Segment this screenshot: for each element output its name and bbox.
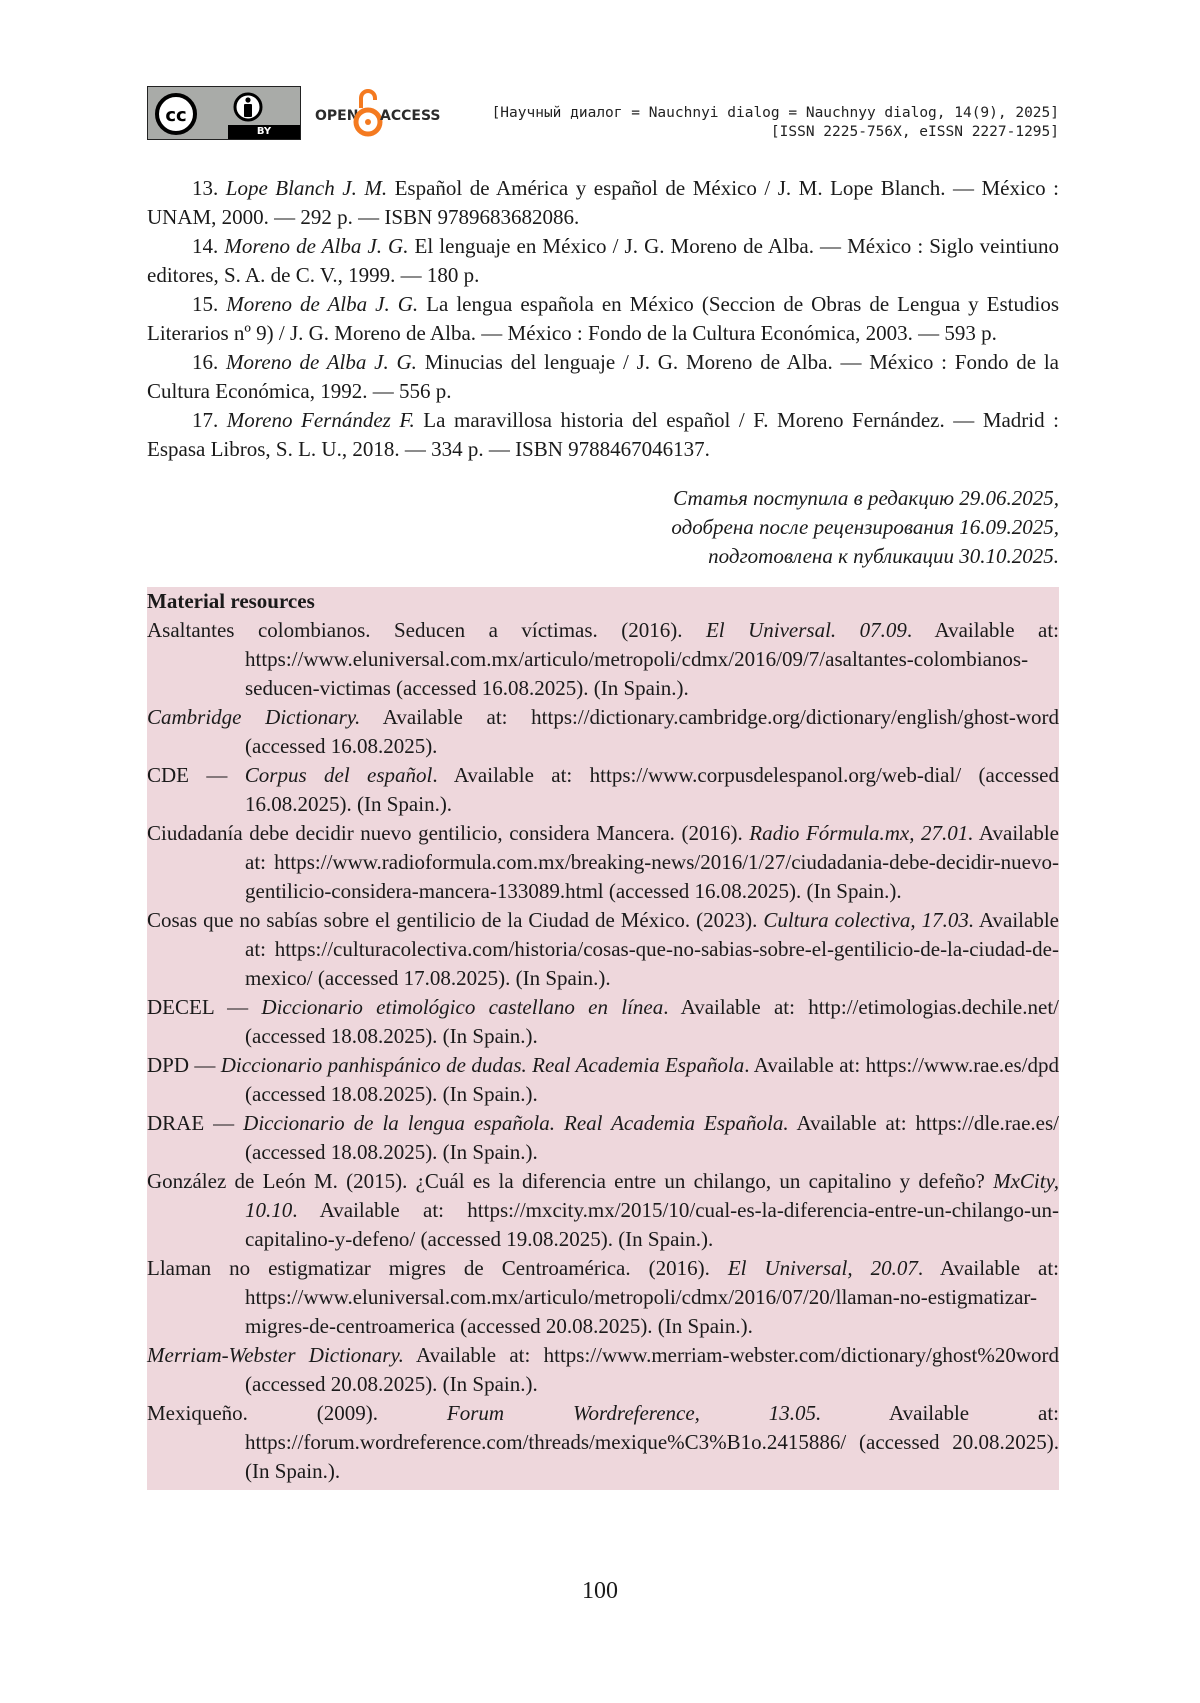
main-content (147, 174, 1059, 1490)
reference-item: 15. Moreno de Alba J. G. La lengua española en México (Seccion de Obras de Lengua y Estudios Literarios nº 9) / J. G. Moreno de Alba. — México : Fondo de la Cultura Económica, 2003. — 593 p. (147, 292, 1060, 345)
access-label: ACCESS (380, 108, 441, 124)
open-access-logo (315, 86, 465, 142)
reference-item: 13. Lope Blanch J. M. Español de América y español de México / J. M. Lope Blanch. — México : UNAM, 2000. — 292 p. — ISBN 9789683682086. (147, 176, 1059, 229)
reference-list (147, 174, 1059, 464)
material-item: Merriam-Webster Dictionary. Available at: https://www.merriam-webster.com/dictionary/ghost%20word (accessed 20.08.2025). (In Spain.). (147, 1343, 1059, 1396)
material-item: Llaman no estigmatizar migres de Centroamérica. (2016). El Universal, 20.07. Available at: https://www.eluniversal.com.mx/articulo/metropoli/cdmx/2016/07/20/llaman-no-estigmatizar-migres-de-centroamerica (accessed 20.08.2025). (In Spain.). (147, 1256, 1060, 1338)
journal-issn-line: [ISSN 2225-756X, eISSN 2227-1295] (770, 124, 1059, 140)
open-label: OPEN (315, 108, 359, 124)
material-item: González de León M. (2015). ¿Cuál es la diferencia entre un chilango, un capitalino y defeño? MxCity, 10.10. Available at: https://mxcity.mx/2015/10/cual-es-la-diferencia-entre-un-chilango-un-capitalino-y-defeno/ (accessed 19.08.2025). (In Spain.). (147, 1169, 1059, 1251)
material-item: DECEL — Diccionario etimológico castellano en línea. Available at: http://etimologias.dechile.net/ (accessed 18.08.2025). (In Spain.). (147, 995, 1059, 1048)
material-item: DPD — Diccionario panhispánico de dudas. Real Academia Española. Available at: https://www.rae.es/dpd (accessed 18.08.2025). (In Spain.). (147, 1053, 1060, 1106)
material-item: DRAE — Diccionario de la lengua española. Real Academia Española. Available at: https://dle.rae.es/ (accessed 18.08.2025). (In Spain.). (147, 1111, 1059, 1164)
material-resources-title: Material resources (147, 589, 315, 613)
article-received-note: Статья поступила в редакцию 29.06.2025, одобрена после рецензирования 16.09.2025, подготовлена к публикации 30.10.2025. (671, 486, 1059, 568)
material-resources-section (147, 587, 1059, 1490)
material-item: Mexiqueño. (2009). Forum Wordreference, 13.05. Available at: https://forum.wordreference.com/threads/mexique%C3%B1o.2415886/ (accessed 20.08.2025). (In Spain.). (147, 1401, 1059, 1483)
material-item: Cosas que no sabías sobre el gentilicio de la Ciudad de México. (2023). Cultura colectiva, 17.03. Available at: https://culturacolectiva.com/historia/cosas-que-no-sabias-sobre-el-gentilicio-de-la-ciudad-de-mexico/ (accessed 17.08.2025). (In Spain.). (147, 908, 1059, 990)
reference-item: 16. Moreno de Alba J. G. Minucias del lenguaje / J. G. Moreno de Alba. — México : Fondo de la Cultura Económica, 1992. — 556 p. (147, 350, 1059, 403)
license-by-label: BY (228, 125, 300, 139)
journal-title-line: [Научный диалог = Nauchnyi dialog = Nauchnyy dialog, 14(9), 2025] (491, 105, 1059, 121)
reference-item: 14. Moreno de Alba J. G. El lenguaje en México / J. G. Moreno de Alba. — México : Siglo veintiuno editores, S. A. de C. V., 1999. — 180 p. (147, 234, 1060, 287)
material-item: Cambridge Dictionary. Available at: https://dictionary.cambridge.org/dictionary/english/ghost-word (accessed 16.08.2025). (147, 705, 1059, 758)
material-item: Asaltantes colombianos. Seducen a víctimas. (2016). El Universal. 07.09. Available at: https://www.eluniversal.com.mx/articulo/metropoli/cdmx/2016/09/7/asaltantes-colombianos-seducen-victimas (accessed 16.08.2025). (In Spain.). (147, 618, 1060, 700)
open-access-lock-icon (353, 86, 383, 142)
journal-citation (492, 104, 1059, 142)
cc-by-license-badge (147, 86, 301, 140)
material-item: Ciudadanía debe decidir nuevo gentilicio, considera Mancera. (2016). Radio Fórmula.mx, 27.01. Available at: https://www.radioformula.com.mx/breaking-news/2016/1/27/ciudadania-debe-decidir-nuevo-gentilicio-considera-mancera-133089.html (accessed 16.08.2025). (In Spain.). (147, 821, 1059, 903)
page-header (147, 86, 1059, 142)
material-item: CDE — Corpus del español. Available at: https://www.corpusdelespanol.org/web-dial/ (accessed 16.08.2025). (In Spain.). (147, 763, 1059, 816)
page-number: 100 (582, 1578, 618, 1604)
svg-text:cc: cc (165, 105, 187, 126)
reference-item: 17. Moreno Fernández F. La maravillosa historia del español / F. Moreno Fernández. — Madrid : Espasa Libros, S. L. U., 2018. — 334 p. — ISBN 9788467046137. (147, 408, 1060, 461)
